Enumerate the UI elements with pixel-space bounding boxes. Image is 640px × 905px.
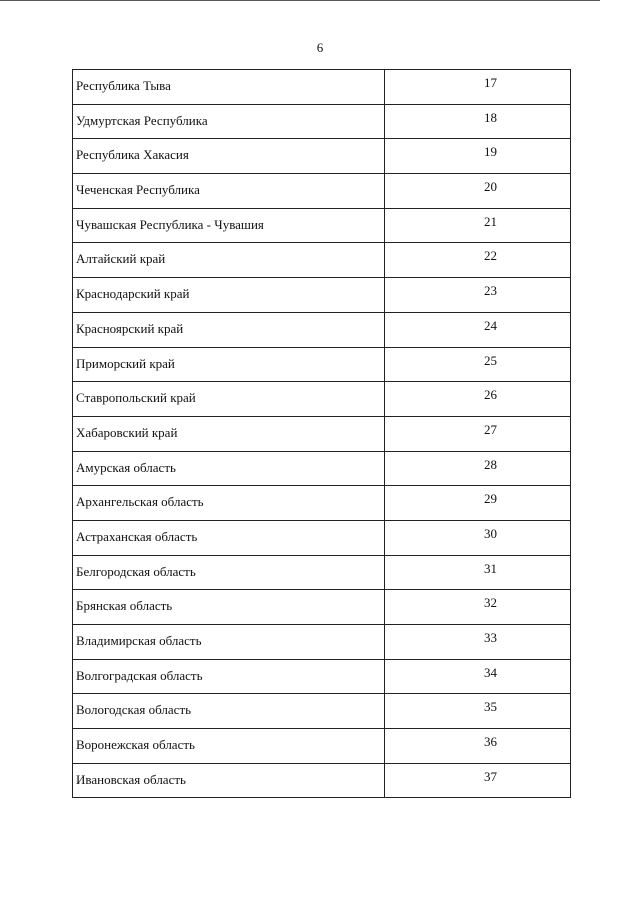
table-row — [73, 278, 571, 313]
region-name: Волгоградская область — [73, 659, 385, 694]
region-name: Астраханская область — [73, 520, 385, 555]
region-number: 36 — [385, 729, 571, 764]
region-name: Республика Тыва — [73, 70, 385, 105]
regions-table-body — [73, 70, 571, 798]
region-number: 21 — [385, 208, 571, 243]
table-row — [73, 208, 571, 243]
region-name: Архангельская область — [73, 486, 385, 521]
region-number: 35 — [385, 694, 571, 729]
table-row — [73, 104, 571, 139]
region-name: Красноярский край — [73, 312, 385, 347]
region-number: 23 — [385, 278, 571, 313]
region-name: Брянская область — [73, 590, 385, 625]
region-number: 26 — [385, 382, 571, 417]
region-number: 27 — [385, 416, 571, 451]
table-row — [73, 729, 571, 764]
table-row — [73, 763, 571, 798]
region-number: 28 — [385, 451, 571, 486]
table-row — [73, 174, 571, 209]
table-row — [73, 416, 571, 451]
table-row — [73, 451, 571, 486]
region-number: 33 — [385, 625, 571, 660]
table-row — [73, 555, 571, 590]
table-row — [73, 139, 571, 174]
regions-table — [72, 69, 571, 798]
region-name: Чувашская Республика - Чувашия — [73, 208, 385, 243]
table-row — [73, 625, 571, 660]
region-name: Краснодарский край — [73, 278, 385, 313]
region-number: 20 — [385, 174, 571, 209]
region-name: Воронежская область — [73, 729, 385, 764]
table-row — [73, 243, 571, 278]
table-row — [73, 70, 571, 105]
region-number: 22 — [385, 243, 571, 278]
page-number: 6 — [316, 40, 324, 55]
region-number: 37 — [385, 763, 571, 798]
table-row — [73, 486, 571, 521]
page-top-border — [0, 0, 600, 1]
region-number: 29 — [385, 486, 571, 521]
table-row — [73, 694, 571, 729]
region-name: Ставропольский край — [73, 382, 385, 417]
region-name: Алтайский край — [73, 243, 385, 278]
region-name: Чеченская Республика — [73, 174, 385, 209]
table-row — [73, 312, 571, 347]
region-name: Хабаровский край — [73, 416, 385, 451]
region-number: 17 — [385, 70, 571, 105]
table-row — [73, 659, 571, 694]
region-number: 30 — [385, 520, 571, 555]
region-number: 34 — [385, 659, 571, 694]
region-name: Республика Хакасия — [73, 139, 385, 174]
region-name: Амурская область — [73, 451, 385, 486]
region-name: Белгородская область — [73, 555, 385, 590]
region-name: Приморский край — [73, 347, 385, 382]
table-row — [73, 347, 571, 382]
table-row — [73, 382, 571, 417]
region-name: Вологодская область — [73, 694, 385, 729]
region-number: 25 — [385, 347, 571, 382]
region-number: 31 — [385, 555, 571, 590]
region-number: 18 — [385, 104, 571, 139]
region-name: Ивановская область — [73, 763, 385, 798]
region-number: 19 — [385, 139, 571, 174]
table-row — [73, 520, 571, 555]
region-name: Владимирская область — [73, 625, 385, 660]
table-row — [73, 590, 571, 625]
region-number: 24 — [385, 312, 571, 347]
region-name: Удмуртская Республика — [73, 104, 385, 139]
region-number: 32 — [385, 590, 571, 625]
